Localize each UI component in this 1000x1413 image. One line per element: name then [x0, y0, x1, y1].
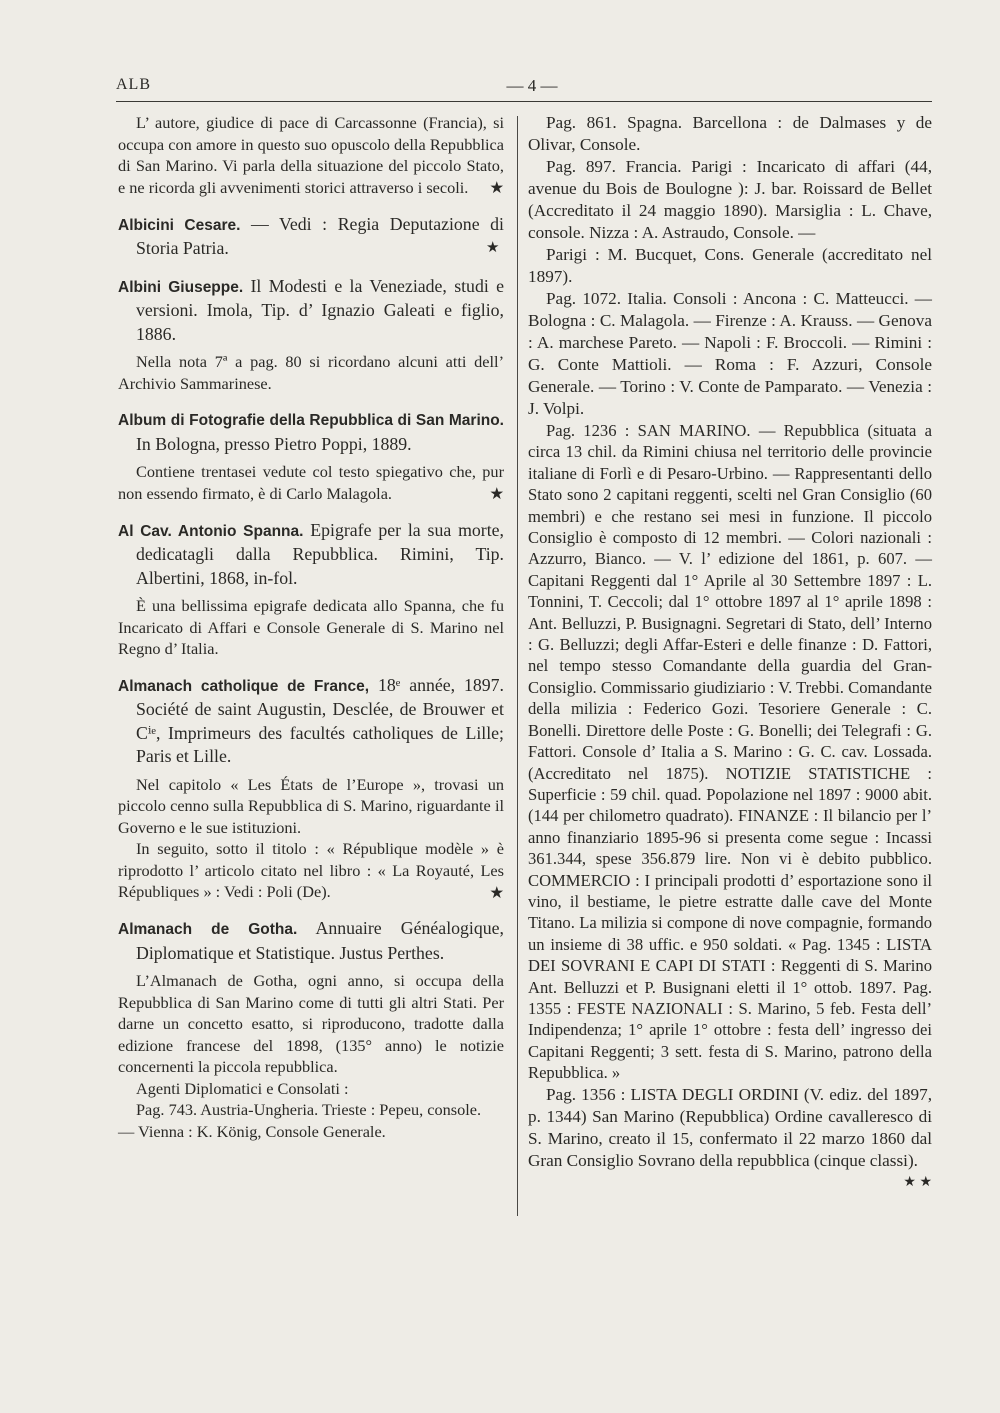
entry-note [118, 970, 504, 1142]
entry-text: In Bologna, presso Pietro Poppi, 1889. [136, 433, 412, 454]
entry-text: Annuaire Généalogique, Diplomatique et Statistique. Justus Perthes. [136, 918, 504, 963]
note-text: In seguito, sotto il titolo : « République modèle » è riprodotto l’ articolo citato nel libro : « La Royauté, Les Républiques » : Vedi : Poli (De). [118, 839, 504, 901]
intro-text: L’ autore, giudice di pace di Carcassonne (Francia), si occupa con amore in questo suo opuscolo della Repubblica di San Marino. Vi parla della situazione del piccolo Stato, e ne ricorda gli avvenimenti storici attraverso i secoli. [118, 113, 504, 197]
entry-lemma: Albicini Cesare. [118, 216, 241, 234]
paragraph-italia: Pag. 1072. Italia. Consoli : Ancona : C. Matteucci. — Bologna : C. Malagola. — Firenze : A. Krauss. — Genova : A. marchese Pareto. — Napoli : F. Broccoli. — Rimini : G. Conte Mattioli. — Roma : F. Azzuri, Console Generale. — Torino : V. Conte de Pamparato. — Venezia : J. Volpi. [528, 289, 932, 418]
entry-head: Albicini Cesare. — Vedi : Regia Deputazione di Storia Patria. ★ [118, 213, 504, 258]
entry-head [118, 408, 504, 456]
entry-almanach-gotha [118, 917, 504, 1142]
note-line: Pag. 743. Austria-Ungheria. Trieste : Pepeu, console. [136, 1100, 482, 1119]
note-line: Agenti Diplomatici e Consolati : [136, 1078, 349, 1098]
paragraph-spagna: Pag. 861. Spagna. Barcellona : de Dalmases y de Olivar, Console. [528, 113, 932, 154]
entry-lemma: Albini Giuseppe. [118, 278, 244, 296]
note-text: Nella nota 7ª a pag. 80 si ricordano alcuni atti dell’ Archivio Sammarinese. [118, 352, 504, 393]
star-mark: ★ [489, 882, 504, 902]
entry-head [118, 917, 504, 965]
intro-paragraph [118, 112, 504, 199]
entry-head [118, 674, 504, 769]
entry-text: — Vedi : Regia Deputazione di Storia Patria. [136, 213, 504, 258]
paragraph-francia: Pag. 897. Francia. Parigi : Incaricato di affari (44, avenue du Bois de Boulogne ): J. bar. Roissard de Bellet (Accreditato il 24 maggio 1890). Marsiglia : L. Chave, console. Nizza : A. Astraudo, Console. — [528, 157, 932, 242]
page-number: — 4 — [506, 76, 558, 95]
left-column [118, 112, 504, 1156]
note-text: Contiene trentasei vedute col testo spiegativo che, pur non essendo firmato, è di Carlo Malagola. [118, 462, 504, 503]
entry-almanach-catholique [118, 674, 504, 904]
header-rule [116, 101, 932, 102]
entry-note [118, 351, 504, 394]
end-stars: ★ ★ [903, 1174, 932, 1190]
entry-head [118, 519, 504, 591]
entry-head [118, 275, 504, 347]
entry-text: Epigrafe per la sua morte, dedicatagli dalla Repubblica. Rimini, Tip. Albertini, 1868, in-fol. [136, 519, 504, 588]
entry-albicini [118, 213, 504, 261]
entry-spanna [118, 519, 504, 660]
note-text: È una bellissima epigrafe dedicata allo Spanna, che fu Incaricato di Affari e Console Generale di S. Marino nel Regno d’ Italia. [118, 596, 504, 658]
star-mark: ★ [489, 484, 504, 503]
entry-albini [118, 275, 504, 395]
entry-lemma: Almanach catholique de France, [118, 677, 370, 695]
paragraph-parigi: Parigi : M. Bucquet, Cons. Generale (accreditato nel 1897). [528, 245, 932, 286]
right-column [528, 112, 932, 1193]
entry-text: 18ᵉ année, 1897. Société de saint Augustin, Desclée, de Brouwer et Cⁱᵉ, Imprimeurs des facultés catholiques de Lille; Paris et Lille. [136, 674, 505, 766]
star-mark: ★ [489, 178, 504, 197]
running-header [116, 70, 932, 100]
entry-lemma: Album di Fotografie della Repubblica di San Marino. [118, 412, 504, 429]
entry-album [118, 408, 504, 505]
paragraph-ordini: Pag. 1356 : LISTA DEGLI ORDINI (V. ediz. del 1897, p. 1344) San Marino (Repubblica) Ordine cavalleresco di S. Marino, creato il 15, confermato il 22 marzo 1860 dal Gran Consiglio Sovrano della repubblica (cinque classi). [528, 1084, 932, 1170]
header-section-label: ALB [116, 76, 151, 93]
entry-note [118, 595, 504, 660]
entry-text: Il Modesti e la Veneziade, studi e versioni. Imola, Tip. d’ Ignazio Galeati e figlio, 1886. [136, 275, 505, 344]
note-text: L’Almanach de Gotha, ogni anno, si occupa della Repubblica di San Marino come di tutti gli altri Stati. Per darne un concetto esatto, si riproducono, tradotte dalla edizione francese del 1898, (135° anno) le notizie concernenti la piccola repubblica. [118, 971, 504, 1076]
entry-lemma: Almanach de Gotha. [118, 921, 298, 938]
note-line: — Vienna : K. König, Console Generale. [118, 1121, 386, 1141]
note-text: Nel capitolo « Les États de l’Europe », trovasi un piccolo cenno sulla Repubblica di S. Marino, riguardante il Governo e le sue istituzioni. [118, 774, 504, 837]
paragraph-san-marino: Pag. 1236 : SAN MARINO. — Repubblica (situata a circa 13 chil. da Rimini chiusa nel territorio delle provincie italiane di Forlì e di Pesaro-Urbino. — Rappresentanti dello Stato sono 2 capitani reggenti, scelti nel Gran Consiglio (60 membri) e che restano sei mesi in funzione. Il piccolo Consiglio è composto di 12 membri. — Colori nazionali : Azzurro, Bianco. — V. l’ edizione del 1861, p. 607. — Capitani Reggenti dal 1° Aprile al 30 Settembre 1897 : L. Tonnini, T. Ceccoli; dal 1° ottobre 1897 al 1° aprile 1898 : Ant. Belluzzi, P. Busignagni. Segretari di Stato, dell’ Interno : G. Belluzzi; degli Affar-Esteri e delle finanze : D. Fattori, nel tempo stesso Comandante della guardia del Gran-Consiglio. Commissario giudiziario : V. Trebbi. Comandante della milizia : Federico Gozi. Tesoriere Generale : C. Bonelli. Direttore delle Poste : G. Bonelli; dei Telegrafi : G. Fattori. Console d’ Italia a S. Marino : G. C. cav. Lossada. (Accreditato nel 1875). NOTIZIE STATISTICHE : Superficie : 59 chil. quad. Popolazione nel 1897 : 9000 abit. (144 per chilometro quadrato). FINANZE : Il bilancio per l’ anno finanziario 1895-96 si presenta come segue : Incassi 361.344, spese 356.879 lire. Non vi è debito pubblico. COMMERCIO : I principali prodotti d’ esportazione sono il vino, il bestiame, le pietre estratte dalle cave del Monte Titano. La milizia si compone di nove compagnie, formando un insieme di 38 uffic. e 950 soldati. « Pag. 1345 : LISTA DEI SOVRANI E CAPI DI STATI : Reggenti di S. Marino Ant. Belluzzi et P. Busignani eletti il 1° ottob. 1897. Pag. 1355 : FESTE NAZIONALI : S. Marino, 5 feb. Festa dell’ Indipendenza; 1° aprile 1° ottobre : festa dell’ ingresso dei Capitani Reggenti; 3 sett. festa di S. Marino, patrono della Repubblica. » [528, 421, 932, 1083]
entry-lemma: Al Cav. Antonio Spanna. [118, 522, 304, 540]
column-divider [517, 116, 518, 1216]
